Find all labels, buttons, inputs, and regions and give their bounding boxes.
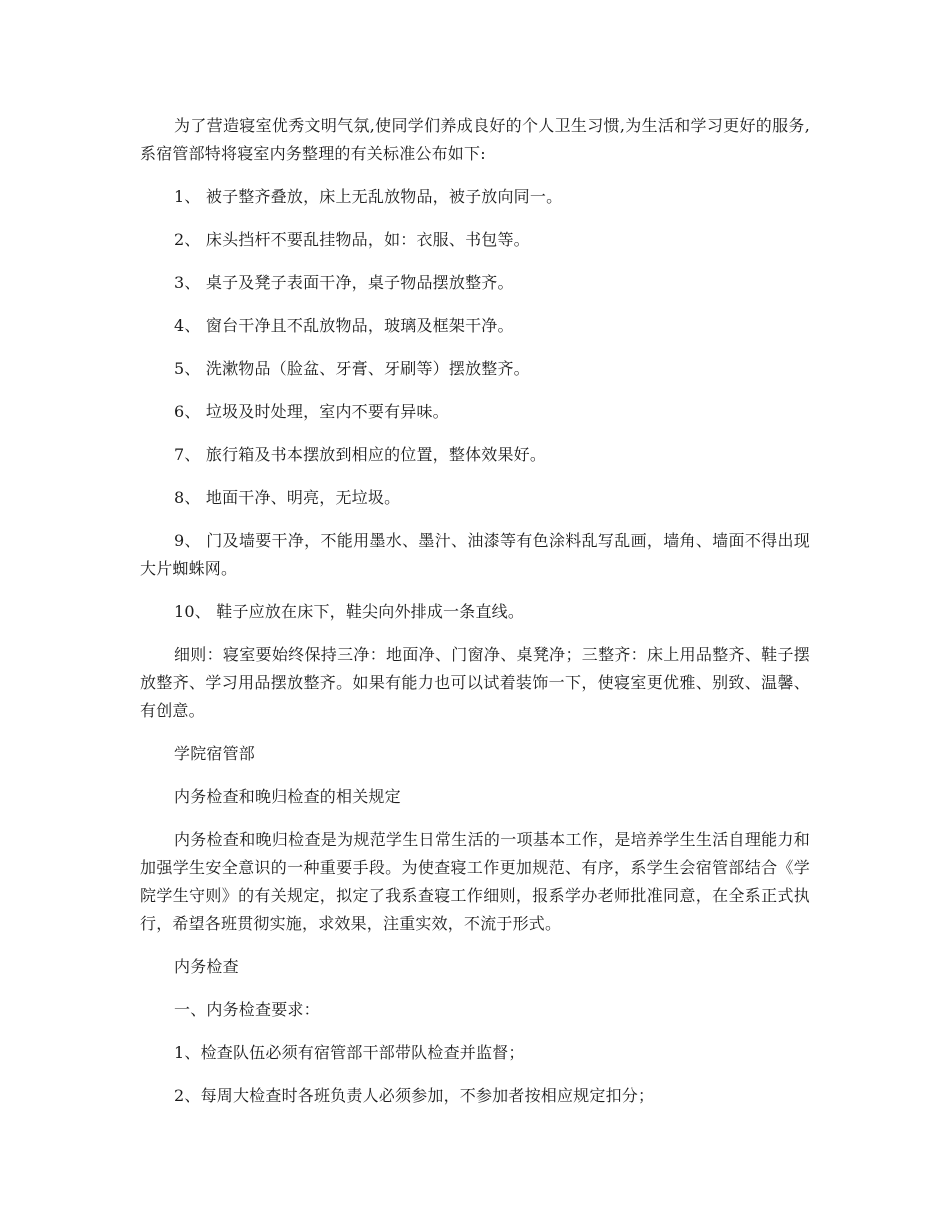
standard-item-10: 10、 鞋子应放在床下，鞋尖向外排成一条直线。 [174, 602, 525, 621]
standard-item-2: 2、 床头挡杆不要乱挂物品，如：衣服、书包等。 [174, 230, 530, 249]
signature-line: 学院宿管部 [174, 744, 256, 763]
subsection-heading: 内务检查 [174, 957, 239, 976]
requirements-heading: 一、内务检查要求： [174, 1000, 320, 1019]
standard-item-3: 3、 桌子及凳子表面干净，桌子物品摆放整齐。 [174, 273, 514, 292]
standard-item-6: 6、 垃圾及时处理，室内不要有异味。 [174, 402, 449, 421]
intro-paragraph: 为了营造寝室优秀文明气氛,使同学们养成良好的个人卫生习惯,为生活和学习更好的服务,系宿管部特将寝室内务整理的有关标准公布如下: [140, 116, 810, 163]
standard-item-9: 9、 门及墙要干净，不能用墨水、墨汁、油漆等有色涂料乱写乱画，墙角、墙面不得出现大片蜘蛛网。 [140, 531, 810, 578]
section-title: 内务检查和晚归检查的相关规定 [174, 787, 401, 806]
requirement-item-1: 1、检查队伍必须有宿管部干部带队检查并监督； [174, 1043, 525, 1062]
standard-item-5: 5、 洗漱物品（脸盆、牙膏、牙刷等）摆放整齐。 [174, 359, 530, 378]
standard-item-4: 4、 窗台干净且不乱放物品，玻璃及框架干净。 [174, 316, 514, 335]
details-paragraph: 细则：寝室要始终保持三净：地面净、门窗净、桌凳净；三整齐：床上用品整齐、鞋子摆放整齐、学习用品摆放整齐。如果有能力也可以试着装饰一下，使寝室更优雅、别致、温馨、有创意。 [140, 645, 810, 720]
section-body-paragraph: 内务检查和晚归检查是为规范学生日常生活的一项基本工作，是培养学生生活自理能力和加强学生安全意识的一种重要手段。为使查寝工作更加规范、有序，系学生会宿管部结合《学院学生守则》的有关规定，拟定了我系查寝工作细则，报系学办老师批准同意，在全系正式执行，希望各班贯彻实施，求效果，注重实效，不流于形式。 [140, 830, 810, 933]
standard-item-8: 8、 地面干净、明亮，无垃圾。 [174, 488, 401, 507]
standard-item-1: 1、 被子整齐叠放，床上无乱放物品，被子放向同一。 [174, 187, 563, 206]
requirement-item-2: 2、每周大检查时各班负责人必须参加，不参加者按相应规定扣分； [174, 1086, 655, 1105]
standard-item-7: 7、 旅行箱及书本摆放到相应的位置，整体效果好。 [174, 445, 547, 464]
